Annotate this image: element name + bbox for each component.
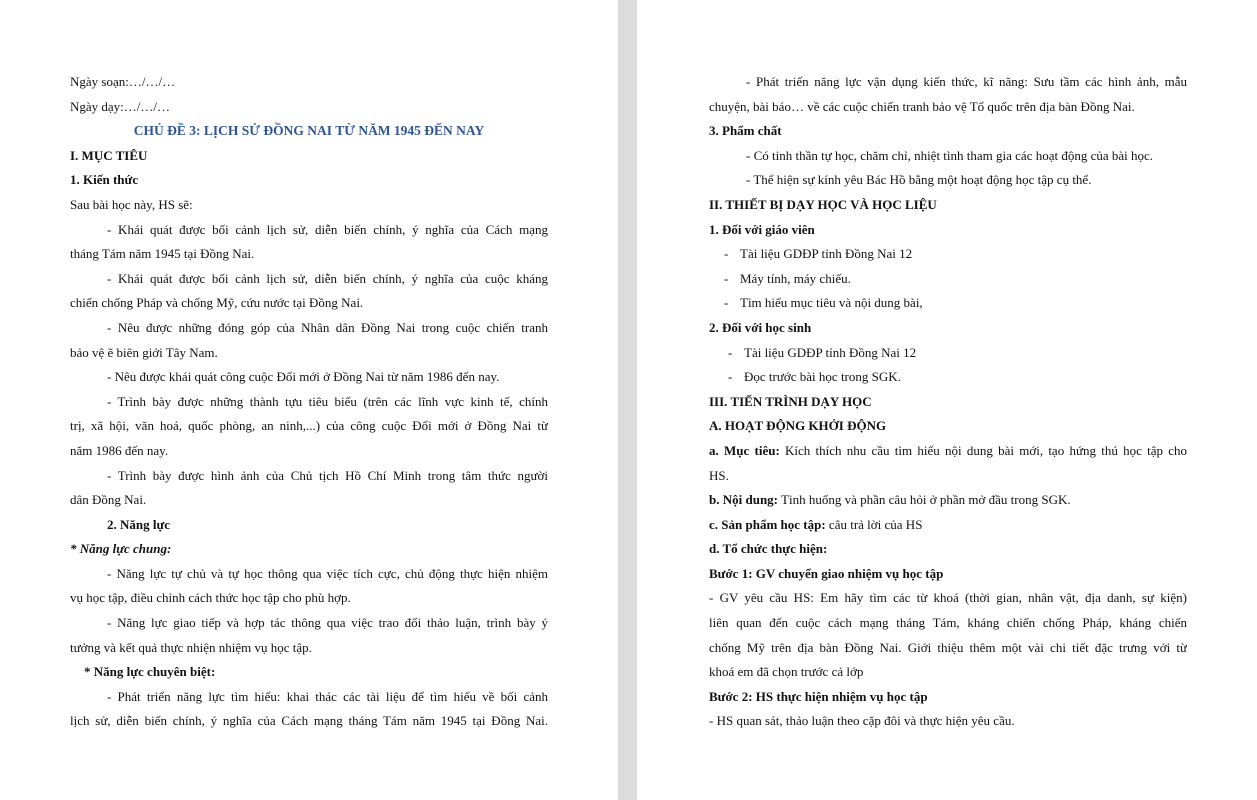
specific-competency-2-line-2: chuyện, bài báo… về các cuộc chiến tranh bảo vệ Tổ quốc trên địa bàn Đồng Nai. xyxy=(709,98,1135,114)
page-right-content xyxy=(709,70,1187,734)
knowledge-1-line-1: - Khái quát được bối cảnh lịch sử, diễn biến chính, ý nghĩa của Cách mạng xyxy=(107,221,548,237)
specific-competency-1-line-2: lịch sử, diễn biến chính, ý nghĩa của Cách mạng tháng Tám năm 1945 tại Đồng Nai. xyxy=(70,713,548,729)
step-2-text: - HS quan sát, thảo luận theo cặp đôi và thực hiện yêu cầu. xyxy=(709,713,1015,729)
knowledge-1-line-2: tháng Tám năm 1945 tại Đồng Nai. xyxy=(70,246,255,262)
content-label: b. Nội dung: xyxy=(709,492,778,508)
product-line xyxy=(709,513,1187,538)
step-1-text-line-1: - GV yêu cầu HS: Em hãy tìm các từ khoá (thời gian, nhân vật, địa danh, sự kiện) xyxy=(709,590,1187,606)
knowledge-4: - Nêu được khái quát công cuộc Đổi mới ở Đồng Nai từ năm 1986 đến nay. xyxy=(107,369,500,385)
bullet-dash: - xyxy=(724,246,729,262)
step-1-text-line-4: khoá em đã chọn trước cả lớp xyxy=(709,664,864,680)
general-competency-2-line-2: tưởng và kết quả thực nhiện nhiệm vụ học tập. xyxy=(70,639,312,655)
bullet-dash: - xyxy=(724,270,729,286)
step-2-heading: Bước 2: HS thực hiện nhiệm vụ học tập xyxy=(709,688,928,704)
subheading-qualities: 3. Phẩm chất xyxy=(709,123,782,139)
general-competency-1-line-1: - Năng lực tự chủ và tự học thông qua việc tích cực, chủ động thực hiện nhiệm xyxy=(107,565,548,581)
bullet-dash: - xyxy=(728,369,733,385)
teacher-item-text: Máy tính, máy chiếu. xyxy=(740,270,851,286)
organization-label: d. Tổ chức thực hiện: xyxy=(709,541,828,557)
bullet-dash: - xyxy=(724,295,729,311)
step-1-heading: Bước 1: GV chuyển giao nhiệm vụ học tập xyxy=(709,565,944,581)
general-competency-2-line-1: - Năng lực giao tiếp và hợp tác thông qua việc trao đổi thảo luận, trình bày ý xyxy=(107,615,548,631)
teacher-item-text: Tài liệu GDĐP tỉnh Đồng Nai 12 xyxy=(740,246,913,262)
bullet-dash: - xyxy=(728,344,733,360)
teacher-item xyxy=(709,291,1187,316)
knowledge-5-line-2: trị, xã hội, văn hoá, quốc phòng, an ninh,...) của công cuộc Đổi mới ở Đồng Nai từ xyxy=(70,418,548,434)
knowledge-3-line-1: - Nêu được những đóng góp của Nhân dân Đồng Nai trong cuộc chiến tranh xyxy=(107,319,548,335)
product-text: câu trả lời của HS xyxy=(825,516,923,532)
date-prepared: Ngày soạn:…/…/… xyxy=(70,74,176,89)
subheading-knowledge: 1. Kiến thức xyxy=(70,172,139,188)
subheading-for-student: 2. Đối với học sinh xyxy=(709,319,812,335)
knowledge-3-line-2: bảo vệ ẽ biên giới Tây Nam. xyxy=(70,344,218,360)
step-1-text-line-3: chống Mỹ trên địa bàn Đồng Nai. Giới thiệu thêm một vài chi tiết đặc trưng với từ xyxy=(709,639,1187,655)
content-text: Tình huống và phần câu hỏi ở phần mở đầu trong SGK. xyxy=(778,492,1071,508)
content-line xyxy=(709,488,1187,513)
knowledge-2-line-1: - Khái quát được bối cảnh lịch sử, diễn biến chính, ý nghĩa của cuộc kháng xyxy=(107,270,548,286)
page-left-content xyxy=(70,70,548,734)
quality-2: - Thể hiện sự kính yêu Bác Hồ bằng một hoạt động học tập cụ thể. xyxy=(746,172,1092,188)
product-label: c. Sản phẩm học tập: xyxy=(709,516,826,532)
section-heading-process: III. TIẾN TRÌNH DẠY HỌC xyxy=(709,393,872,409)
goal-line-1 xyxy=(709,439,1187,464)
knowledge-6-line-1: - Trình bày được hình ảnh của Chủ tịch Hồ Chí Minh trong tâm thức người xyxy=(107,467,548,483)
section-heading-equipment: II. THIẾT BỊ DẠY HỌC VÀ HỌC LIỆU xyxy=(709,196,937,212)
intro-line: Sau bài học này, HS sẽ: xyxy=(70,196,193,212)
section-heading-objectives: I. MỤC TIÊU xyxy=(70,147,148,163)
step-1-text-line-2: liên quan đến cuộc cách mạng tháng Tám, kháng chiến chống Pháp, kháng chiến xyxy=(709,615,1187,631)
general-competency-heading: * Năng lực chung: xyxy=(70,541,172,557)
student-item-text: Đọc trước bài học trong SGK. xyxy=(744,369,901,385)
specific-competency-2-line-1: - Phát triển năng lực vận dụng kiến thức, kĩ năng: Sưu tầm các hình ảnh, mẫu xyxy=(746,74,1187,89)
knowledge-2-line-2: chiến chống Pháp và chống Mỹ, cứu nước tại Đồng Nai. xyxy=(70,295,364,311)
activity-heading-warmup: A. HOẠT ĐỘNG KHỞI ĐỘNG xyxy=(709,418,887,434)
teacher-item xyxy=(709,242,1187,267)
date-taught: Ngày dạy:…/…/… xyxy=(70,98,171,114)
knowledge-6-line-2: dân Đồng Nai. xyxy=(70,492,147,508)
specific-competency-1-line-1: - Phát triển năng lực tìm hiểu: khai thác các tài liệu để tìm hiểu về bối cảnh xyxy=(107,688,548,704)
subheading-for-teacher: 1. Đối với giáo viên xyxy=(709,221,815,237)
quality-1: - Có tinh thần tự học, chăm chỉ, nhiệt tình tham gia các hoạt động của bài học. xyxy=(746,147,1154,163)
student-item xyxy=(709,341,1187,366)
page-right xyxy=(637,0,1257,800)
goal-label: a. Mục tiêu: xyxy=(709,442,780,458)
teacher-item xyxy=(709,267,1187,292)
teacher-item-text: Tìm hiểu mục tiêu và nội dung bài, xyxy=(740,295,923,311)
general-competency-1-line-2: vụ học tập, điều chỉnh cách thức học tập cho phù hợp. xyxy=(70,590,351,606)
topic-title: CHỦ ĐỀ 3: LỊCH SỬ ĐỒNG NAI TỪ NĂM 1945 ĐẾN NAY xyxy=(133,123,485,139)
page-left xyxy=(0,0,618,800)
specific-competency-heading: * Năng lực chuyên biệt: xyxy=(84,664,216,680)
knowledge-5-line-3: năm 1986 đến nay. xyxy=(70,442,169,458)
student-item-text: Tài liệu GDĐP tỉnh Đồng Nai 12 xyxy=(744,344,917,360)
subheading-competency: 2. Năng lực xyxy=(107,516,171,532)
student-item xyxy=(709,365,1187,390)
knowledge-5-line-1: - Trình bày được những thành tựu tiêu biểu (trên các lĩnh vực kinh tế, chính xyxy=(107,393,548,409)
goal-line-2: HS. xyxy=(709,467,729,483)
page-gutter xyxy=(618,0,637,800)
goal-text: Kích thích nhu cầu tìm hiểu nội dung bài mới, tạo hứng thú học tập cho xyxy=(779,442,1187,458)
